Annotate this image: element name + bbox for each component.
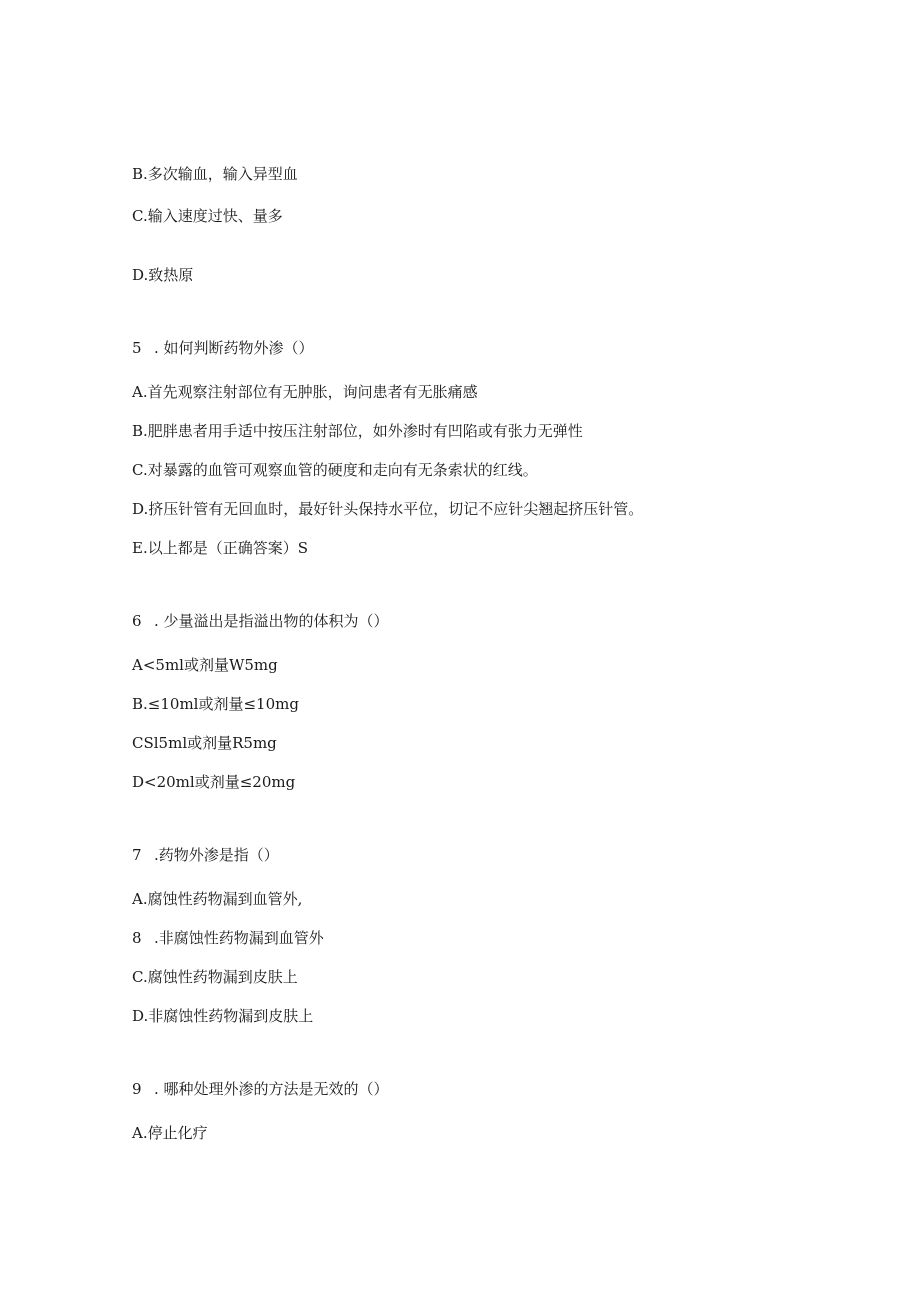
option-b: B.≤10ml或剂量≤10mg xyxy=(132,695,299,713)
option-d: D.非腐蚀性药物漏到皮肤上 xyxy=(132,1007,314,1025)
option-c: C.输入速度过快、量多 xyxy=(132,207,283,225)
option-c: CSl5ml或剂量R5mg xyxy=(132,734,277,752)
option-a: A<5ml或剂量W5mg xyxy=(132,656,278,674)
option-d: D.挤压针管有无回血时，最好针头保持水平位，切记不应针尖翘起挤压针管。 xyxy=(132,500,644,518)
option-c: C.腐蚀性药物漏到皮肤上 xyxy=(132,968,298,986)
option-d: D.致热原 xyxy=(132,266,194,284)
option-a: A.首先观察注射部位有无肿胀，询问患者有无胀痛感 xyxy=(132,383,478,401)
question-number: 5 xyxy=(132,339,142,357)
option-b: B.肥胖患者用手适中按压注射部位，如外渗时有凹陷或有张力无弹性 xyxy=(132,422,583,440)
option-a: A.停止化疗 xyxy=(132,1124,208,1142)
question-number: 9 xyxy=(132,1080,142,1098)
question-6 xyxy=(132,611,389,631)
question-number: 8 xyxy=(132,929,142,947)
option-c: C.对暴露的血管可观察血管的硬度和走向有无条索状的红线。 xyxy=(132,461,538,479)
question-number: 7 xyxy=(132,846,142,864)
question-9 xyxy=(132,1079,389,1099)
question-number: 6 xyxy=(132,612,142,630)
option-a: A.腐蚀性药物漏到血管外, xyxy=(132,890,303,908)
question-text: . 如何判断药物外渗（） xyxy=(154,339,314,357)
question-text: .非腐蚀性药物漏到血管外 xyxy=(154,929,324,947)
question-8 xyxy=(132,928,324,948)
question-text: . 哪种处理外渗的方法是无效的（） xyxy=(154,1080,389,1098)
question-7 xyxy=(132,845,279,865)
option-d: D<20ml或剂量≤20mg xyxy=(132,773,296,791)
option-e: E.以上都是（正确答案）S xyxy=(132,539,308,557)
question-text: . 少量溢出是指溢出物的体积为（） xyxy=(154,612,389,630)
option-b: B.多次输血，输入异型血 xyxy=(132,165,298,183)
question-5 xyxy=(132,338,314,358)
question-text: .药物外渗是指（） xyxy=(154,846,279,864)
